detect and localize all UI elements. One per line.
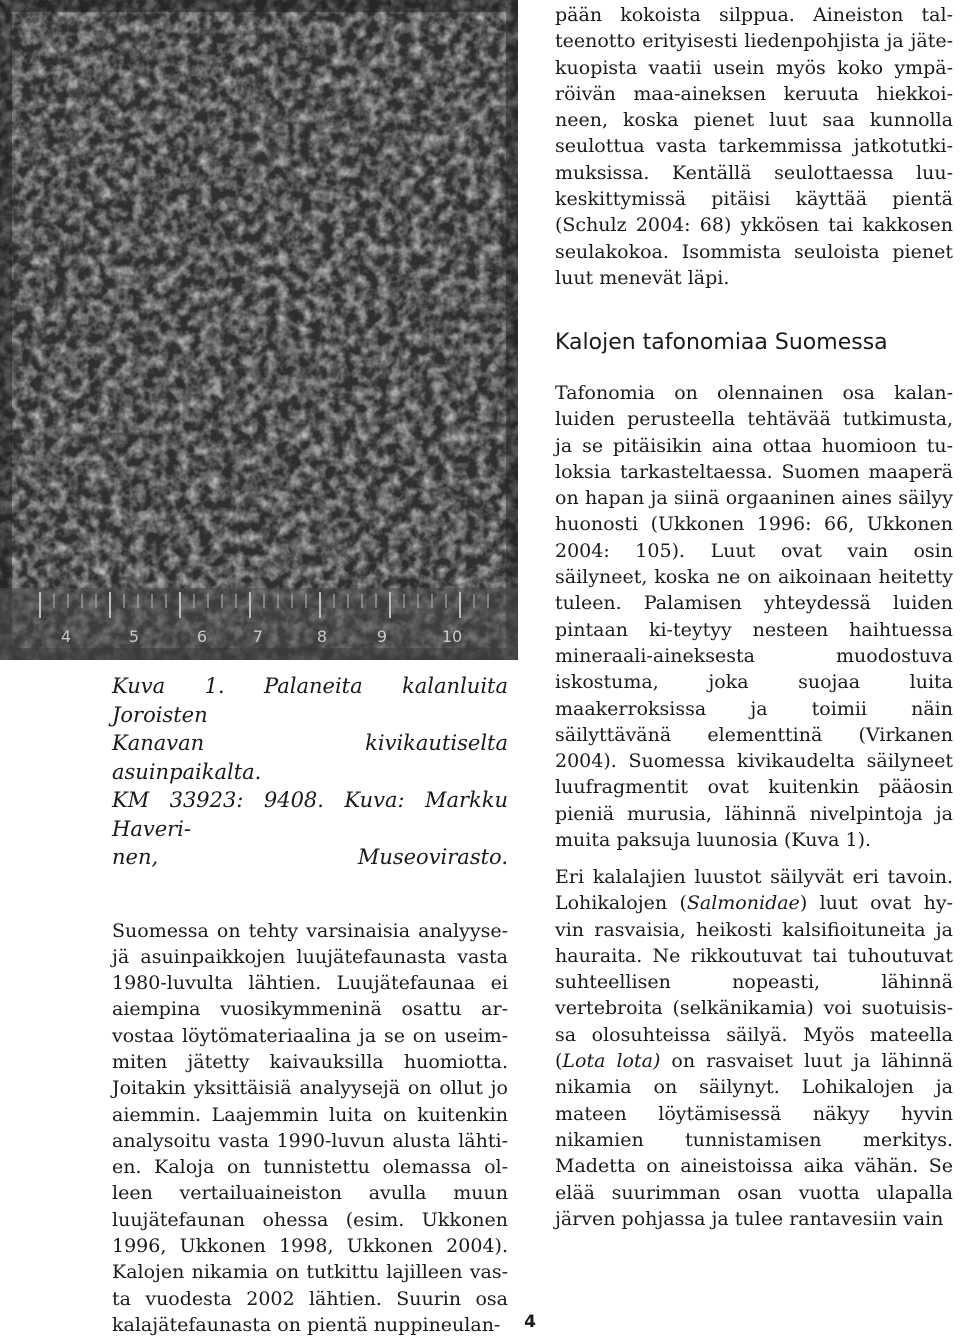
text-run: Eri kalalajien luustot säilyvät eri tavoin. Lohikalojen ( [555, 866, 953, 914]
page-number: 4 [520, 1312, 540, 1332]
ruler-label: 8 [317, 627, 327, 646]
caption-line: Kuva 1. Palaneita kalanluita Joroisten [112, 672, 508, 729]
body-paragraph: Suomessa on tehty varsinaisia analyyse-jä asuinpaikkojen luujätefaunasta vasta 1980-luvulta lähtien. Luujätefaunaa ei aiempina vuosikymmeninä osattu ar-vostaa löytömateriaalina ja se on useim-miten jätetty kaivauksilla huomiotta. Joitakin yksittäisiä analyysejä on ollut jo aiemmin. Laajemmin luita on kuitenkin analysoitu vasta 1990-luvun alusta lähti-en. Kaloja on tunnistettu olemassa ol-leen vertailuaineiston avulla muun luujätefaunan ohessa (esim. Ukkonen 1996, Ukkonen 1998, Ukkonen 2004). Kalojen nikamia on tutkittu lajilleen vas-ta vuodesta 2002 lähtien. Suurin osa kalajätefaunasta on pientä nuppineulan- [112, 918, 508, 1338]
taxon-name: Salmonidae [687, 892, 800, 914]
body-paragraph: pään kokoista silppua. Aineiston tal-teenotto erityisesti liedenpohjista ja jäte-kuopista vaatii usein myös koko ympä-röivän maa-aineksen keruuta hiekkoi-neen, koska pienet luut saa kunnolla seulottua vasta tarkemmissa jatkotutki-muksissa. Kentällä seulottaessa luu-keskittymissä pitäisi käyttää pientä (Schulz 2004: 68) ykkösen tai kakkosen seulakokoa. Isommista seuloista pienet luut menevät läpi. [555, 2, 953, 291]
caption-line: nen, Museovirasto. [112, 843, 508, 872]
section-heading: Kalojen tafonomiaa Suomessa [555, 330, 955, 355]
ruler-label: 6 [197, 627, 207, 646]
caption-line: Kanavan kivikautiselta asuinpaikalta. [112, 729, 508, 786]
ruler-label: 4 [61, 627, 71, 646]
ruler-label: 10 [442, 627, 462, 646]
body-paragraph [555, 864, 953, 1232]
ruler [0, 588, 518, 660]
body-paragraph: Tafonomia on olennainen osa kalan-luiden perusteella tehtävää tutkimusta, ja se pitäisikin aina ottaa huomioon tu-loksia tarkasteltaessa. Suomen maaperä on hapan ja siinä orgaaninen aines säilyy huonosti (Ukkonen 1996: 66, Ukkonen 2004: 105). Luut ovat vain osin säilyneet, koska ne on aikoinaan heitetty tuleen. Palamisen yhteydessä luiden pintaan ki-teytyy nesteen haihtuessa mineraali-aineksesta muodostuva iskostuma, joka suojaa luita maakerroksissa ja toimii näin säilyttävänä elementtinä (Virkanen 2004). Suomessa kivikaudelta säilyneet luufragmentit ovat kuitenkin pääosin pieniä murusia, lähinnä nivelpintoja ja muita paksuja luunosia (Kuva 1). [555, 380, 953, 853]
caption-line: KM 33923: 9408. Kuva: Markku Haveri- [112, 786, 508, 843]
bone-fragments-photo [0, 0, 518, 660]
ruler-label: 7 [253, 627, 263, 646]
bone-fragments-image [0, 0, 518, 660]
ruler-label: 5 [129, 627, 139, 646]
text-run: ) luut ovat hy-vin rasvaisia, heikosti kalsifioituneita ja hauraita. Ne rikkoutuvat tai tuhoutuvat suhteellisen nopeasti, lähinnä vertebroita (selkänikamia) voi suotuisis-sa olosuhteissa säilyä. Myös mateella ( [555, 892, 953, 1072]
ruler-label: 9 [377, 627, 387, 646]
figure-caption [112, 672, 508, 872]
taxon-name: Lota lota) [562, 1050, 660, 1072]
text-run: on rasvaiset luut ja lähinnä nikamia on säilynyt. Lohikalojen ja mateen löytämisessä näkyy hyvin nikamien tunnistamisen merkitys. Madetta on aineistoissa aika vähän. Se elää suurimman osan vuotta ulapalla järven pohjassa ja tulee rantavesiin vain [555, 1050, 953, 1230]
left-column [112, 672, 508, 1338]
